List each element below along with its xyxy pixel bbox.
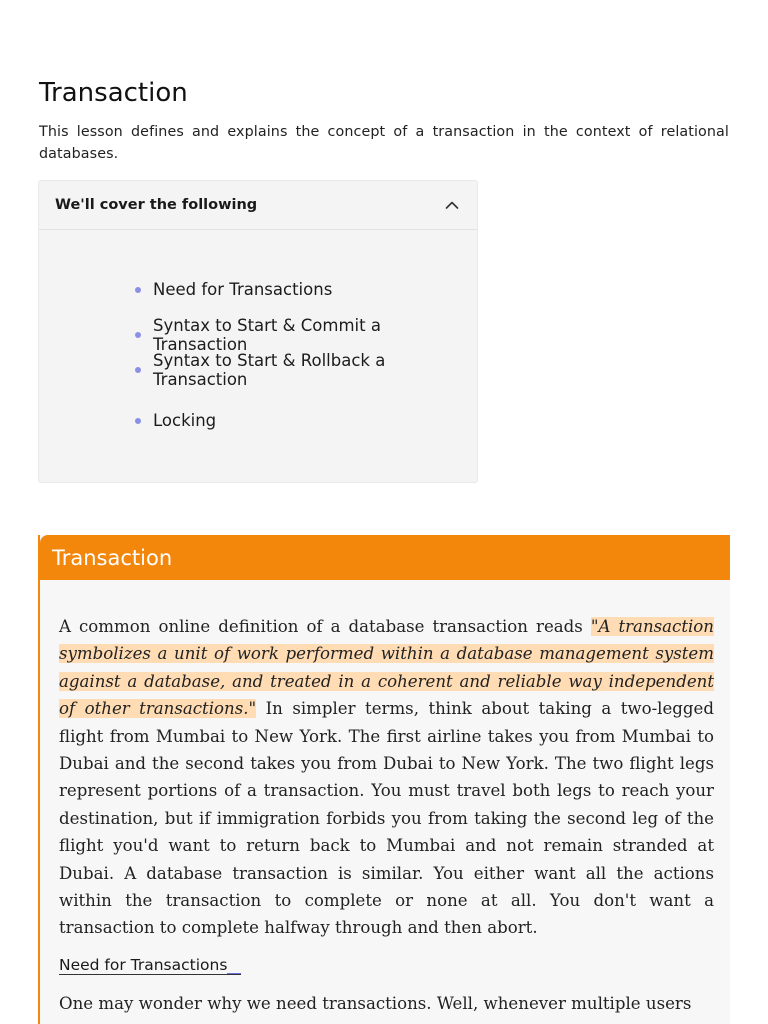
need-for-transactions-link[interactable]: Need for Transactions: [59, 956, 241, 975]
toc-item-label: Syntax to Start & Commit a Transaction: [153, 316, 381, 354]
toc-item-locking[interactable]: [135, 411, 216, 430]
toc-header-label: We'll cover the following: [55, 197, 258, 213]
toc-item-label: Need for Transactions: [153, 280, 333, 299]
toc-item-start-rollback[interactable]: [135, 351, 477, 389]
bullet-icon: [135, 332, 141, 338]
definition-card-title: Transaction: [52, 545, 173, 570]
definition-card-header: [40, 535, 730, 580]
definition-card: [38, 535, 730, 1024]
toc-item-label: Syntax to Start & Rollback a Transaction: [153, 351, 386, 389]
toc-item-start-commit[interactable]: [135, 316, 477, 354]
toc-item-label: Locking: [153, 411, 217, 430]
highlighted-quote: "A transaction symbolizes a unit of work performed within a database management system against a database, and treated in a coherent and reliable way independent of other transactions.": [59, 617, 714, 719]
definition-paragraph: [59, 613, 714, 942]
lesson-description: This lesson defines and explains the concept of a transaction in the context of relational databases.: [39, 124, 729, 162]
toc-list: [39, 181, 477, 482]
page-title: Transaction: [39, 78, 188, 108]
bullet-icon: [135, 287, 141, 293]
toc-card: [38, 180, 478, 483]
bullet-icon: [135, 367, 141, 373]
next-paragraph: One may wonder why we need transactions. Well, whenever multiple users: [59, 994, 692, 1013]
toc-item-need-for-transactions[interactable]: [135, 280, 332, 299]
bullet-icon: [135, 418, 141, 424]
definition-explanation: In simpler terms, think about taking a two-legged flight from Mumbai to New York. The first airline takes you from Mumbai to Dubai and the second takes you from Dubai to New York. The two flight legs represent portions of a transaction. You must travel both legs to reach your destination, but if immigration forbids you from taking the second leg of the flight you'd want to return back to Mumbai and not remain stranded at Dubai. A database transaction is similar. You either want all the actions within the transaction to complete or none at all. You don't want a transaction to complete halfway through and then abort.: [59, 699, 714, 938]
definition-intro: A common online definition of a database transaction reads: [59, 617, 591, 636]
